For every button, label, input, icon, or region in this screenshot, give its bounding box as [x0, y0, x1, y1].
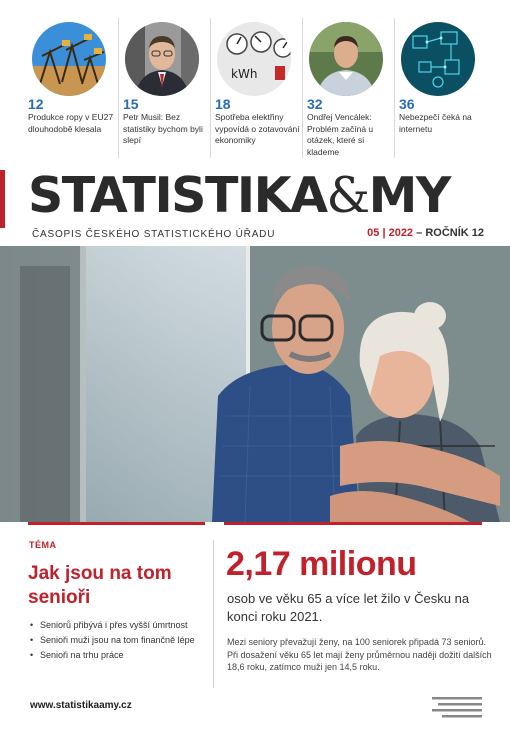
list-item[interactable]: • Senioři muži jsou na tom finančně lépe: [30, 633, 210, 648]
issue-separator: |: [382, 227, 386, 239]
masthead-tail: MY: [368, 167, 450, 224]
teaser-oil[interactable]: [26, 18, 118, 158]
portrait-icon: [125, 22, 199, 96]
masthead-word: STATISTIKA: [28, 167, 327, 224]
feature-lead: osob ve věku 65 a více let žilo v Česku na konci roku 2021.: [227, 591, 470, 624]
teaser-page-number: 32: [307, 96, 323, 112]
magazine-subtitle: ČASOPIS ČESKÉHO STATISTICKÉHO ÚŘADU: [32, 229, 276, 240]
divider-red-right: [224, 522, 482, 525]
teaser-vencalek[interactable]: [302, 18, 394, 158]
teaser-page-number: 18: [215, 96, 231, 112]
teaser-page-number: 12: [28, 96, 44, 112]
teaser-title: Spotřeba elektřiny vypovídá o zotavování ekonomiky: [215, 112, 300, 145]
teaser-title: Nebezpečí čeká na internetu: [399, 112, 472, 134]
issue-number: 05: [367, 227, 380, 239]
portrait-icon: [309, 22, 383, 96]
cyber-icon: [401, 22, 475, 96]
teaser-page-number: 15: [123, 96, 139, 112]
section-label: TÉMA: [29, 540, 57, 550]
teaser-title: Petr Musil: Bez statistiky bychom byli slepí: [123, 112, 203, 145]
stripes-logo-icon: [432, 697, 482, 719]
divider-red-left: [28, 522, 205, 525]
issue-info: [367, 227, 484, 239]
feature-big-number: 2,17 milionu: [226, 545, 417, 583]
electric-meter-icon: [217, 22, 291, 96]
oil-pump-icon: [32, 22, 106, 96]
accent-bar: [0, 170, 5, 228]
teaser-musil[interactable]: [118, 18, 210, 158]
teaser-title: Produkce ropy v EU27 dlouhodobě klesala: [28, 112, 114, 134]
cover-photo: [0, 246, 510, 522]
teaser-strip: [26, 18, 496, 158]
masthead-ampersand: &: [326, 167, 369, 224]
masthead: [28, 168, 498, 224]
theme-headline[interactable]: Jak jsou na tom senioři: [28, 563, 172, 608]
teaser-internet[interactable]: [394, 18, 486, 158]
teaser-page-number: 36: [399, 96, 415, 112]
issue-dash: –: [416, 227, 423, 239]
list-item[interactable]: • Seniorů přibývá i přes vyšší úmrtnost: [30, 618, 210, 633]
website-link[interactable]: www.statistikaamy.cz: [30, 700, 132, 711]
teaser-electricity[interactable]: [210, 18, 302, 158]
issue-year: 2022: [388, 227, 414, 239]
issue-volume: ROČNÍK 12: [425, 227, 484, 239]
feature-body: Mezi seniory převažují ženy, na 100 seniorek připadá 73 seniorů. Při dosažení věku 65 let mají ženy průměrnou naději dožití dalších 18,6 roku, zatímco muži jen 14,5 roku.: [227, 637, 492, 672]
theme-bullet-list: [30, 618, 210, 663]
column-divider: [213, 540, 214, 688]
meter-label: kWh: [231, 67, 258, 81]
teaser-title: Ondřej Vencálek: Problém začíná u otázek, které si klademe: [307, 112, 374, 157]
list-item[interactable]: • Senioři na trhu práce: [30, 648, 210, 663]
